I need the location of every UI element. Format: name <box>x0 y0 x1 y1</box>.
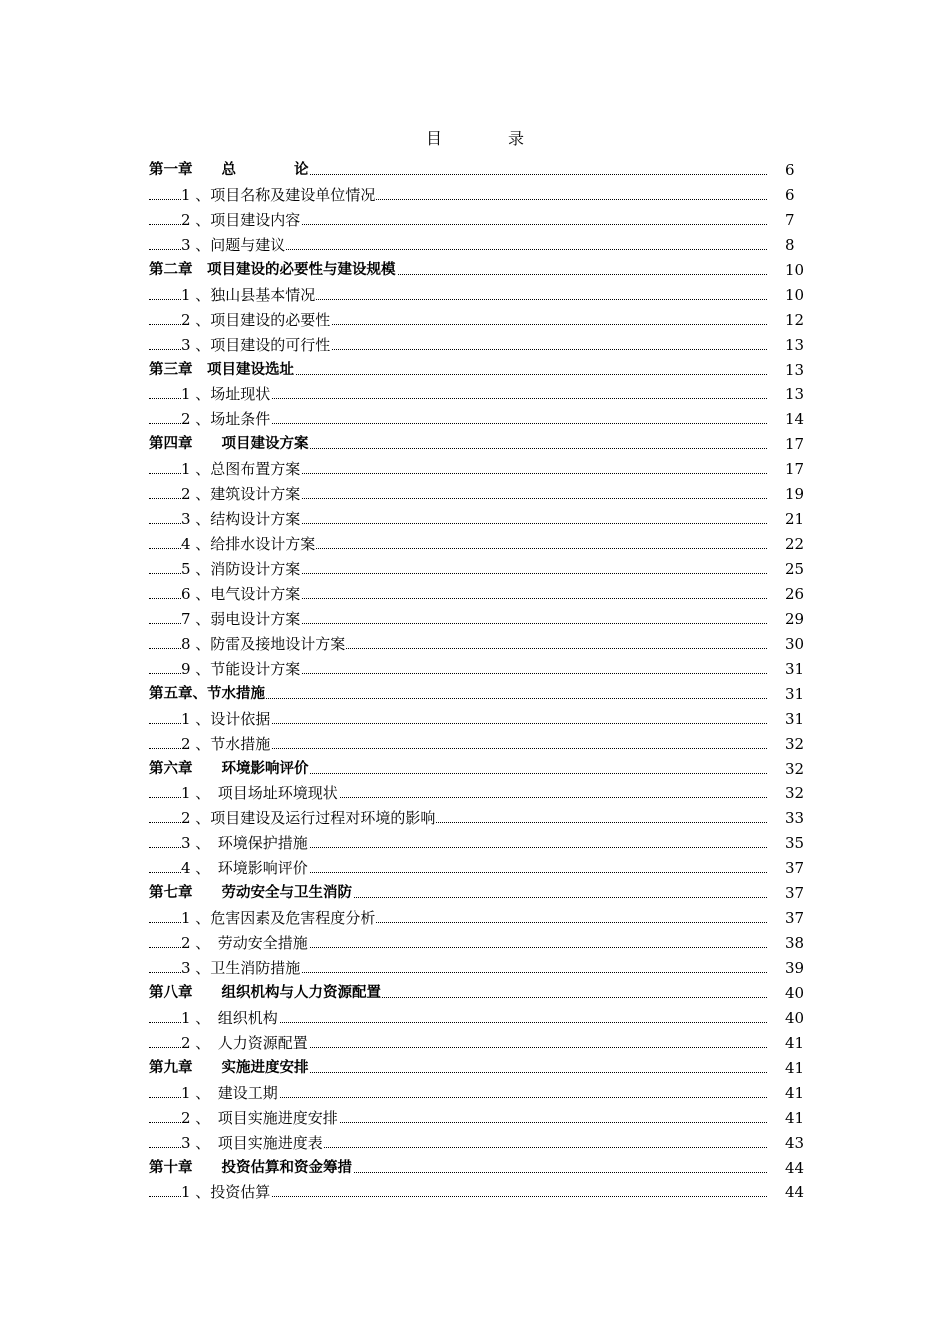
toc-page-number: 26 <box>785 584 805 603</box>
toc-section-entry[interactable] <box>149 1031 809 1056</box>
toc-section-entry[interactable] <box>149 956 809 981</box>
toc-entry-label: 1 、危害因素及危害程度分析 <box>181 906 376 931</box>
toc-entry-label: 第三章 项目建设选址 <box>149 358 295 383</box>
toc-section-entry[interactable] <box>149 183 809 208</box>
toc-page-number: 41 <box>785 1058 805 1077</box>
toc-page-number: 22 <box>785 535 805 554</box>
toc-page-number: 38 <box>785 934 805 953</box>
toc-entry-label: 1 、投资估算 <box>181 1180 271 1205</box>
toc-section-entry[interactable] <box>149 831 809 856</box>
toc-section-entry[interactable] <box>149 582 809 607</box>
toc-entry-label: 7 、弱电设计方案 <box>181 607 301 632</box>
toc-chapter-entry[interactable] <box>149 158 809 183</box>
toc-chapter-entry[interactable] <box>149 1056 809 1081</box>
toc-page-number: 14 <box>785 410 805 429</box>
toc-entry-label: 2 、场址条件 <box>181 407 271 432</box>
toc-page-number: 37 <box>785 859 805 878</box>
toc-chapter-entry[interactable] <box>149 757 809 782</box>
toc-page-number: 41 <box>785 1083 805 1102</box>
toc-section-entry[interactable] <box>149 1180 809 1205</box>
toc-entry-label: 2 、 人力资源配置 <box>181 1031 309 1056</box>
toc-entry-label: 2 、项目建设及运行过程对环境的影响 <box>181 806 436 831</box>
toc-title <box>0 126 950 149</box>
toc-chapter-entry[interactable] <box>149 881 809 906</box>
toc-entry-label: 第四章 项目建设方案 <box>149 432 310 457</box>
toc-chapter-entry[interactable] <box>149 981 809 1006</box>
toc-section-entry[interactable] <box>149 632 809 657</box>
toc-entry-label: 4 、 环境影响评价 <box>181 856 309 881</box>
toc-section-entry[interactable] <box>149 407 809 432</box>
toc-entry-label: 1 、场址现状 <box>181 382 271 407</box>
toc-section-entry[interactable] <box>149 482 809 507</box>
toc-entry-label: 第十章 投资估算和资金筹措 <box>149 1156 353 1181</box>
toc-section-entry[interactable] <box>149 382 809 407</box>
toc-page-number: 33 <box>785 809 805 828</box>
toc-page-number: 31 <box>785 709 805 728</box>
toc-entry-label: 第二章 项目建设的必要性与建设规模 <box>149 258 397 283</box>
toc-entry-label: 3 、结构设计方案 <box>181 507 301 532</box>
toc-chapter-entry[interactable] <box>149 432 809 457</box>
toc-entry-label: 1 、总图布置方案 <box>181 457 301 482</box>
toc-section-entry[interactable] <box>149 931 809 956</box>
toc-entry-label: 2 、项目建设内容 <box>181 208 301 233</box>
toc-section-entry[interactable] <box>149 732 809 757</box>
toc-entry-label: 3 、 环境保护措施 <box>181 831 309 856</box>
toc-entry-label: 2 、节水措施 <box>181 732 271 757</box>
toc-page-number: 39 <box>785 959 805 977</box>
toc-page-number: 31 <box>785 684 805 703</box>
toc-entry-label: 2 、建筑设计方案 <box>181 482 301 507</box>
toc-section-entry[interactable] <box>149 333 809 358</box>
toc-page-number: 17 <box>785 460 805 479</box>
toc-page-number: 13 <box>785 385 805 404</box>
toc-section-entry[interactable] <box>149 707 809 732</box>
toc-page-number: 13 <box>785 360 805 379</box>
toc-entry-label: 6 、电气设计方案 <box>181 582 301 607</box>
toc-page-number: 7 <box>785 210 795 229</box>
toc-section-entry[interactable] <box>149 781 809 806</box>
toc-entry-label: 3 、项目建设的可行性 <box>181 333 331 358</box>
toc-section-entry[interactable] <box>149 233 809 258</box>
toc-page-number: 17 <box>785 435 805 454</box>
toc-entry-label: 4 、给排水设计方案 <box>181 532 316 557</box>
toc-page-number: 10 <box>785 260 805 279</box>
toc-title-right: 录 <box>508 129 525 148</box>
toc-page-number: 6 <box>785 185 795 204</box>
toc-section-entry[interactable] <box>149 532 809 557</box>
toc-page-number: 40 <box>785 1008 805 1027</box>
toc-page-number: 32 <box>785 759 805 778</box>
toc-section-entry[interactable] <box>149 657 809 682</box>
toc-entry-label: 3 、 项目实施进度表 <box>181 1131 324 1156</box>
toc-page-number: 30 <box>785 634 805 653</box>
toc-entry-label: 8 、防雷及接地设计方案 <box>181 632 346 657</box>
toc-entry-label: 9 、节能设计方案 <box>181 657 301 682</box>
toc-page-number: 32 <box>785 734 805 753</box>
toc-entry-label: 1 、设计依据 <box>181 707 271 732</box>
toc-page-number: 37 <box>785 884 805 903</box>
toc-page-number: 37 <box>785 909 805 928</box>
toc-section-entry[interactable] <box>149 308 809 333</box>
toc-section-entry[interactable] <box>149 507 809 532</box>
toc-page-number: 12 <box>785 310 805 329</box>
toc-entry-label: 1 、 项目场址环境现状 <box>181 781 339 806</box>
toc-section-entry[interactable] <box>149 1006 809 1031</box>
toc-entry-label: 第五章、节水措施 <box>149 682 266 707</box>
toc-chapter-entry[interactable] <box>149 258 809 283</box>
toc-page-number: 35 <box>785 834 805 853</box>
toc-page-number: 44 <box>785 1158 805 1177</box>
toc-page-number: 32 <box>785 784 805 803</box>
toc-entry-label: 第一章 总 论 <box>149 158 310 183</box>
toc-section-entry[interactable] <box>149 1106 809 1131</box>
toc-chapter-entry[interactable] <box>149 682 809 707</box>
toc-section-entry[interactable] <box>149 856 809 881</box>
toc-chapter-entry[interactable] <box>149 1156 809 1181</box>
toc-section-entry[interactable] <box>149 283 809 308</box>
toc-section-entry[interactable] <box>149 208 809 233</box>
toc-entry-label: 1 、 组织机构 <box>181 1006 279 1031</box>
toc-entry-label: 第六章 环境影响评价 <box>149 757 310 782</box>
toc-page-number: 31 <box>785 659 805 678</box>
toc-section-entry[interactable] <box>149 806 809 831</box>
toc-page-number: 25 <box>785 560 805 578</box>
toc-page-number: 21 <box>785 510 805 529</box>
toc-section-entry[interactable] <box>149 1081 809 1106</box>
toc-entry-label: 2 、项目建设的必要性 <box>181 308 331 333</box>
toc-page-number: 41 <box>785 1108 805 1127</box>
toc-page-number: 13 <box>785 335 805 354</box>
toc-entry-label: 1 、 建设工期 <box>181 1081 279 1106</box>
toc-section-entry[interactable] <box>149 557 809 582</box>
toc-entry-label: 2 、 项目实施进度安排 <box>181 1106 339 1131</box>
toc-title-left: 目 <box>425 129 442 148</box>
toc-entry-label: 第八章 组织机构与人力资源配置 <box>149 981 382 1006</box>
toc-entry-label: 1 、独山县基本情况 <box>181 283 316 308</box>
toc-entry-label: 2 、 劳动安全措施 <box>181 931 309 956</box>
toc-page-number: 8 <box>785 235 795 254</box>
toc-section-entry[interactable] <box>149 457 809 482</box>
toc-entry-label: 第七章 劳动安全与卫生消防 <box>149 881 353 906</box>
toc-entry-label: 3 、问题与建议 <box>181 233 286 258</box>
table-of-contents <box>149 158 809 1205</box>
toc-entry-label: 5 、消防设计方案 <box>181 557 301 582</box>
toc-chapter-entry[interactable] <box>149 358 809 383</box>
toc-page-number: 19 <box>785 485 805 504</box>
toc-section-entry[interactable] <box>149 906 809 931</box>
toc-entry-label: 3 、卫生消防措施 <box>181 956 301 981</box>
toc-page-number: 29 <box>785 609 805 628</box>
toc-section-entry[interactable] <box>149 1131 809 1156</box>
toc-page-number: 41 <box>785 1033 805 1052</box>
toc-entry-label: 第九章 实施进度安排 <box>149 1056 310 1081</box>
toc-section-entry[interactable] <box>149 607 809 632</box>
toc-page-number: 40 <box>785 983 805 1002</box>
toc-page-number: 43 <box>785 1133 805 1152</box>
toc-page-number: 10 <box>785 285 805 304</box>
toc-page-number: 6 <box>785 161 795 179</box>
toc-page-number: 44 <box>785 1183 805 1202</box>
toc-entry-label: 1 、项目名称及建设单位情况 <box>181 183 376 208</box>
